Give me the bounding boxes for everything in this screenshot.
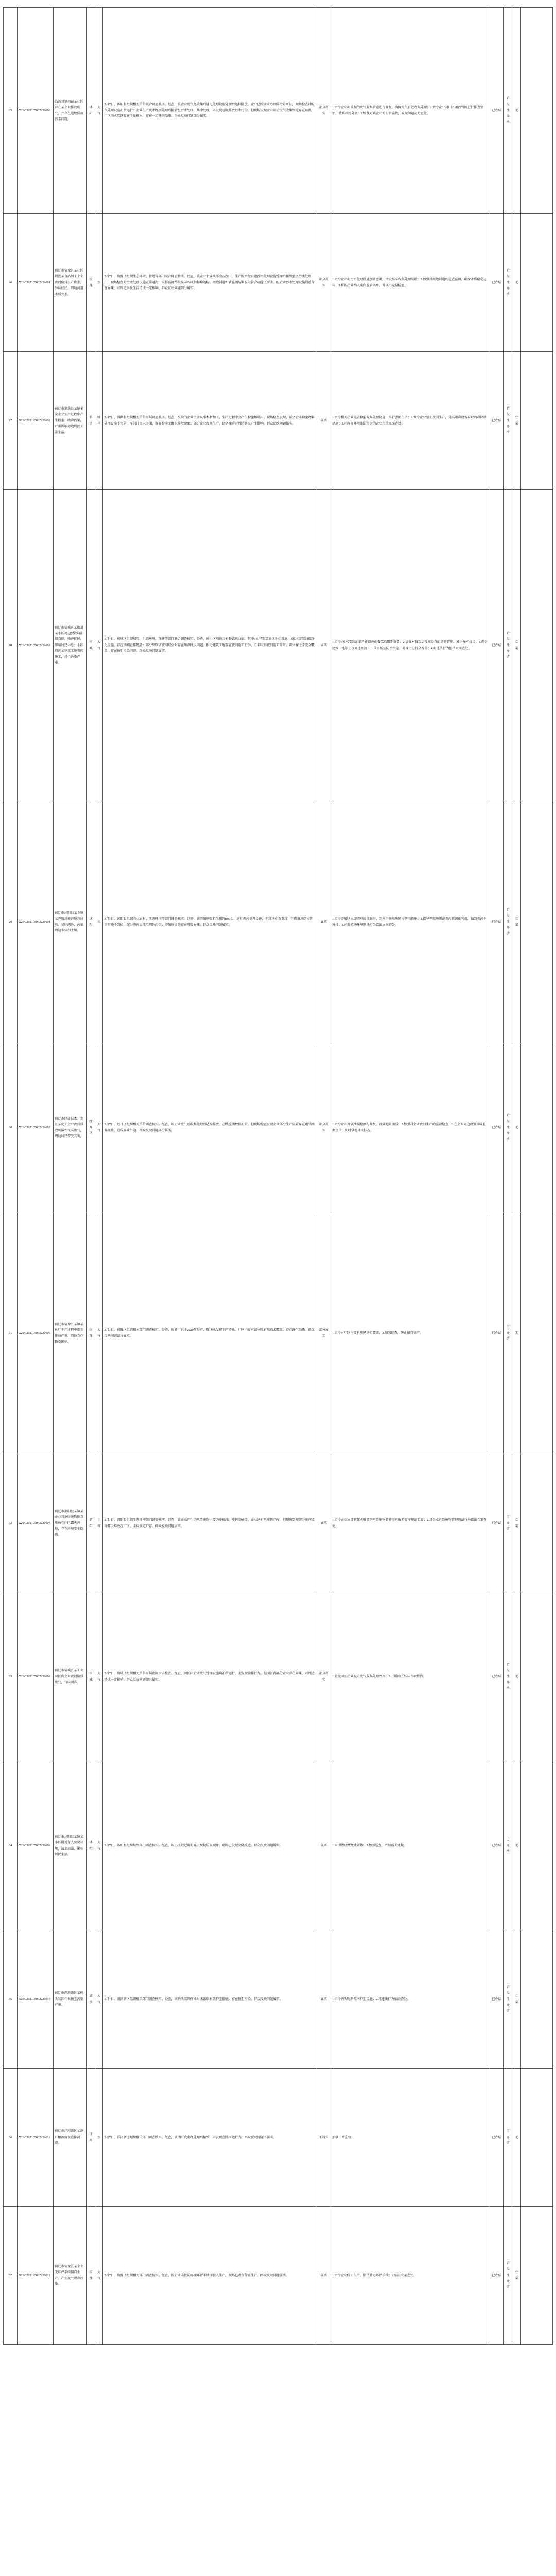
- row-verdict: 部分属实: [317, 214, 331, 352]
- table-row: [4, 8, 553, 214]
- row-index: 36: [4, 2069, 18, 2207]
- row-accountability: 无: [512, 1212, 521, 1454]
- row-progress: 已办结: [490, 1454, 503, 1592]
- table-row: [4, 1592, 553, 1761]
- row-code: X2SC202105062220007: [18, 1454, 54, 1592]
- row-issue: 沿泗州镇南部某社区存在某企业排放废气，并存在违规排放污水问题。: [54, 8, 87, 214]
- row-result: 5月7日，经开区组织相关单位调查核实。经查，该企业废气经收集处理后达标排放，在线监测数据正常。但现场检查发现企业部分生产装置存在跑冒滴漏现象，造成异味外逸。群众反映问题部分属实。: [103, 1043, 317, 1212]
- row-progress: 已办结: [490, 1212, 503, 1454]
- row-note: [521, 352, 553, 490]
- row-verdict: 属实: [317, 490, 331, 801]
- row-status: 已办结: [503, 1212, 512, 1454]
- row-issue: 宿迁市泗阳县某镇某企业将危险废物随意堆放在厂区露天场地，存在环境安全隐患。: [54, 1454, 87, 1592]
- row-index: 32: [4, 1454, 18, 1592]
- row-accountability: 无: [512, 1043, 521, 1212]
- row-measures: 1.责令企业立即将露天堆放的危险废物转移至危废暂存库规范贮存；2.对企业危险废物管理违法行为依法立案查处。: [331, 1454, 490, 1592]
- table-row: [4, 2069, 553, 2207]
- row-area: 沭阳: [87, 8, 95, 214]
- table-row: [4, 214, 553, 352]
- row-accountability: 无: [512, 8, 521, 214]
- row-note: [521, 1592, 553, 1761]
- row-result: 5月7日，宿豫区组织相关部门调查核实。经查，该企业未依法办理环评手续即投入生产，现场已责令停止生产。群众反映问题属实。: [103, 2207, 317, 2345]
- row-note: [521, 1454, 553, 1592]
- row-result: 5月7日，湖滨新区组织相关部门调查核实。经查，该码头装卸作业时未采取有效抑尘措施，存在扬尘污染。群众反映问题属实。: [103, 1930, 317, 2069]
- row-result: 5月7日，泗洪县组织相关单位开展调查核实。经查，反映的企业主要从事木材加工，生产过程中会产生粉尘和噪声。现场检查发现，部分企业粉尘收集处理设施不完善，车间门窗未关闭，存在粉尘无组织排放现象；部分企业夜间生产，设备噪声对周边居民产生影响。群众反映问题属实。: [103, 352, 317, 490]
- row-code: X2SC202105062220004: [18, 801, 54, 1043]
- row-index: 26: [4, 214, 18, 352]
- row-verdict: 属实: [317, 2207, 331, 2345]
- row-status: 阶段性办结: [503, 1592, 512, 1761]
- row-type: 大气: [95, 490, 103, 801]
- row-issue: 宿迁市湖滨新区某码头装卸作业扬尘污染严重。: [54, 1930, 87, 2069]
- row-type: 噪声: [95, 352, 103, 490]
- row-index: 33: [4, 1592, 18, 1761]
- row-area: 泗洪: [87, 352, 95, 490]
- row-verdict: 属实: [317, 352, 331, 490]
- row-accountability: 无: [512, 1592, 521, 1761]
- row-measures: 加强日常监管。: [331, 2069, 490, 2207]
- row-code: X2SC202105062220006: [18, 1212, 54, 1454]
- row-index: 28: [4, 490, 18, 801]
- row-progress: 已办结: [490, 214, 503, 352]
- row-status: 阶段性办结: [503, 490, 512, 801]
- row-result: 5月7日，洋河新区组织相关部门调查核实。经查，该酒厂废水经处理后接管，未发现直排河道行为。群众反映问题不属实。: [103, 2069, 317, 2207]
- row-code: X2SC202105062220010: [18, 1930, 54, 2069]
- row-code: X2SC202105062220011: [18, 2069, 54, 2207]
- row-index: 29: [4, 801, 18, 1043]
- row-area: 经开区: [87, 1043, 95, 1212]
- row-progress: 已办结: [490, 2207, 503, 2345]
- row-code: X2SC202105062220000: [18, 8, 54, 214]
- row-note: [521, 801, 553, 1043]
- row-index: 25: [4, 8, 18, 214]
- row-type: 大气: [95, 1043, 103, 1212]
- row-status: 已办结: [503, 2069, 512, 2207]
- row-type: 大气: [95, 1761, 103, 1930]
- row-index: 35: [4, 1930, 18, 2069]
- row-measures: 1.责令企业对破损的废气收集管道进行修复，确保废气有效收集处理；2.责令企业对厂区雨污管网进行排查整治，做到雨污分流；3.加强对该企业的日常监管，发现问题及时查处。: [331, 8, 490, 214]
- table-row: [4, 1043, 553, 1212]
- row-type: 大气: [95, 1592, 103, 1761]
- table-row: [4, 801, 553, 1043]
- row-result: 5月7日，宿豫区组织相关部门调查核实。经查，该砖厂已于2020年停产，现场未发现生产迹象，厂区内存有部分原料堆放未覆盖，存在扬尘隐患。群众反映问题部分属实。: [103, 1212, 317, 1454]
- table-row: [4, 2207, 553, 2345]
- row-issue: 宿迁市宿城区某工业园区内企业夜间偷排废气，气味刺鼻。: [54, 1592, 87, 1761]
- row-type: 大气: [95, 1212, 103, 1454]
- row-progress: 已办结: [490, 1592, 503, 1761]
- row-accountability: 立案: [512, 2207, 521, 2345]
- row-code: X2SC202105062220009: [18, 1761, 54, 1930]
- row-verdict: 部分属实: [317, 1592, 331, 1761]
- row-type: 水: [95, 2069, 103, 2207]
- row-progress: 已办结: [490, 352, 503, 490]
- row-status: 阶段性办结: [503, 2207, 512, 2345]
- row-measures: 1.责令相关企业完善粉尘收集处理设施，实行密闭生产；2.责令企业禁止夜间生产，对高噪声设备采取隔声降噪措施；3.对存在环境违法行为的企业依法立案查处。: [331, 352, 490, 490]
- row-result: 5月7日，泗阳县组织生态环境部门调查核实。经查，该企业产生的危险废物主要为废机油、废包装桶等，企业建有危废暂存库，但现场发现部分废包装桶露天堆放在厂区，未按规定贮存。群众反映问题属实。: [103, 1454, 317, 1592]
- row-status: 阶段性办结: [503, 1043, 512, 1212]
- row-accountability: 立案: [512, 352, 521, 490]
- row-progress: 已办结: [490, 2069, 503, 2207]
- row-status: 阶段性办结: [503, 214, 512, 352]
- row-progress: 已办结: [490, 8, 503, 214]
- row-status: 阶段性办结: [503, 8, 512, 214]
- row-area: 宿豫: [87, 214, 95, 352]
- table-body: [4, 8, 553, 2345]
- row-note: [521, 1930, 553, 2069]
- row-area: 沭阳: [87, 1761, 95, 1930]
- row-accountability: 立案: [512, 1454, 521, 1592]
- row-measures: 1.责令企业对污水处理设施加盖密闭，增设异味收集处理装置；2.加强对周边河道的巡查监测，确保水质稳定达标；3.将该企业纳入重点监管名单，开展不定期检查。: [331, 214, 490, 352]
- row-progress: 已办结: [490, 801, 503, 1043]
- row-area: 宿城: [87, 490, 95, 801]
- row-code: X2SC202105062220002: [18, 352, 54, 490]
- row-verdict: 属实: [317, 1930, 331, 2069]
- table-row: [4, 352, 553, 490]
- row-result: 5月7日，沭阳县组织农业农村、生态环境等部门调查核实。经查，该养殖场存栏生猪约800头，建有粪污处理设施，但现场检查发现，干粪堆场防渗防雨措施不到位，部分粪污溢流至周边沟渠；养殖场周边存在明显异味。群众反映问题属实。: [103, 801, 317, 1043]
- complaint-table: [3, 7, 553, 2345]
- row-verdict: 部分属实: [317, 1043, 331, 1212]
- row-issue: 宿迁市宿豫区某社区附近某食品加工企业夜间偷排生产废水，异味扰民，周边河道水质变差。: [54, 214, 87, 352]
- row-code: X2SC202105062220003: [18, 490, 54, 801]
- row-issue: 宿迁市宿城区某街道某小区周边餐饮店油烟直排，噪声扰民，影响居民休息；小区附近某建筑工地夜间施工，扬尘污染严重。: [54, 490, 87, 801]
- row-verdict: 不属实: [317, 2069, 331, 2207]
- row-type: 大气: [95, 8, 103, 214]
- row-index: 37: [4, 2207, 18, 2345]
- table-row: [4, 1761, 553, 1930]
- row-issue: 宿迁市宿豫区某镇某砖厂生产过程中烟尘排放严重，周边农作物受影响。: [54, 1212, 87, 1454]
- row-result: 5月7日，宿城区组织相关单位开展夜间突击检查。经查，园区内企业废气处理设施均正常运行，未发现偷排行为。但园区内部分企业存在异味，对周边造成一定影响。群众反映问题部分属实。: [103, 1592, 317, 1761]
- row-measures: 1.责令企业停止生产，依法补办环评手续；2.依法立案查处。: [331, 2207, 490, 2345]
- row-verdict: 属实: [317, 1454, 331, 1592]
- row-measures: 1.立即清理焚烧残留物；2.加强巡查，严禁露天焚烧。: [331, 1761, 490, 1930]
- row-area: 沭阳: [87, 801, 95, 1043]
- row-area: 泗阳: [87, 1454, 95, 1592]
- row-area: 宿豫: [87, 1212, 95, 1454]
- row-type: 大气: [95, 1930, 103, 2069]
- row-progress: 已办结: [490, 1043, 503, 1212]
- row-measures: 1.督促园区企业提升废气收集处理效率；2.开展园区异味专项整治。: [331, 1592, 490, 1761]
- row-accountability: 无: [512, 214, 521, 352]
- row-note: [521, 2069, 553, 2207]
- row-verdict: 部分属实: [317, 1212, 331, 1454]
- row-accountability: 立案: [512, 801, 521, 1043]
- table-row: [4, 1212, 553, 1454]
- row-progress: 已办结: [490, 1761, 503, 1930]
- row-verdict: 部分属实: [317, 8, 331, 214]
- row-code: X2SC202105062220012: [18, 2207, 54, 2345]
- row-status: 已办结: [503, 1454, 512, 1592]
- row-area: 宿豫: [87, 2207, 95, 2345]
- row-code: X2SC202105062220008: [18, 1592, 54, 1761]
- row-index: 27: [4, 352, 18, 490]
- row-note: [521, 1761, 553, 1930]
- row-progress: 已办结: [490, 1930, 503, 2069]
- row-result: 5月7日，宿豫区组织生态环境、住建等部门联合调查核实。经查，该企业主要从事食品加工，生产废水经自建污水处理设施处理后接管至区污水处理厂，现场检查时污水处理设施正常运行，采样监测结果显示各项指标均达标。周边河道水质监测结果显示符合功能区要求。但企业污水处理设施附近存在异味，对周边居民生活造成一定影响。群众反映问题部分属实。: [103, 214, 317, 352]
- row-note: [521, 2207, 553, 2345]
- row-type: 土壤: [95, 1454, 103, 1592]
- table-row: [4, 490, 553, 801]
- table-row: [4, 1454, 553, 1592]
- row-area: 宿城: [87, 1592, 95, 1761]
- row-progress: 已办结: [490, 490, 503, 801]
- row-type: 水: [95, 801, 103, 1043]
- row-index: 30: [4, 1043, 18, 1212]
- row-status: 阶段性办结: [503, 352, 512, 490]
- row-index: 31: [4, 1212, 18, 1454]
- row-note: [521, 490, 553, 801]
- row-result: 5月7日，宿城区组织城管、生态环境、住建等部门联合调查核实。经查，该小区周边共有餐饮店12家，其中9家已安装油烟净化设施，3家未安装油烟净化设施，存在油烟直排现象；部分餐饮店夜间经营时存在噪声扰民问题。附近建筑工地存在夜间施工行为，且未取得夜间施工许可，部分裸土未完全覆盖，存在扬尘污染问题。群众反映问题属实。: [103, 490, 317, 801]
- row-verdict: 属实: [317, 801, 331, 1043]
- row-result: 5月7日，沭阳县组织相关单位联合调查核实。经查，该企业废气经收集后通过处理设施处理后达标排放，企业已按要求办理排污许可证，现场检查时废气处理设施正常运行；企业生产废水经预处理后接管至污水处理厂集中处理，未发现违规排放污水行为。但现场发现企业部分废气收集管道存在破损，厂区雨水管网存在少量积水，存在一定环境隐患。群众反映问题部分属实。: [103, 8, 317, 214]
- row-measures: 1.责令对厂区内原料堆场进行覆盖；2.加强巡查，防止擅自复产。: [331, 1212, 490, 1454]
- row-type: 水: [95, 214, 103, 352]
- row-note: [521, 1043, 553, 1212]
- row-result: 5月7日，沭阳县组织城管部门调查核实。经查，该小区附近确有露天焚烧垃圾现象，现场已发现焚烧痕迹。群众反映问题属实。: [103, 1761, 317, 1930]
- row-measures: 1.责令码头配备喷淋抑尘设施；2.对违法行为依法查处。: [331, 1930, 490, 2069]
- row-status: 阶段性办结: [503, 1930, 512, 2069]
- row-index: 34: [4, 1761, 18, 1930]
- row-type: 大气: [95, 2207, 103, 2345]
- row-area: 湖滨: [87, 1930, 95, 2069]
- row-issue: 宿迁市宿豫区某企业无环评手续擅自生产，产生废气噪声污染。: [54, 2207, 87, 2345]
- row-accountability: 无: [512, 2069, 521, 2207]
- row-code: X2SC202105062220005: [18, 1043, 54, 1212]
- row-issue: 宿迁市经济技术开发区某化工企业夜间排放刺激性气味废气，周边居民深受其害。: [54, 1043, 87, 1212]
- row-measures: 1.责令企业开展泄漏检测与修复，消除跑冒滴漏；2.加强对企业夜间生产的监督检查；3.在企业周边设置异味监测点位，及时掌握环境状况。: [331, 1043, 490, 1212]
- row-code: X2SC202105062220001: [18, 214, 54, 352]
- row-measures: 1.责令3家未安装油烟净化设施的餐饮店限期安装；2.加强对餐饮店夜间经营的巡查管理，减少噪声扰民；3.责令建筑工地停止夜间违规施工，落实扬尘防治措施，对裸土进行全覆盖；4.对违法行为依法立案查处。: [331, 490, 490, 801]
- row-area: 洋河: [87, 2069, 95, 2207]
- row-verdict: 属实: [317, 1761, 331, 1930]
- row-status: 阶段性办结: [503, 801, 512, 1043]
- row-status: 已办结: [503, 1761, 512, 1930]
- row-note: [521, 1212, 553, 1454]
- row-accountability: 立案: [512, 490, 521, 801]
- row-note: [521, 214, 553, 352]
- row-issue: 宿迁市沭阳县某镇某小区附近有人焚烧垃圾，浓烟滚滚，影响居民生活。: [54, 1761, 87, 1930]
- row-accountability: 立案: [512, 1930, 521, 2069]
- row-issue: 宿迁市泗洪县某镇多家企业生产过程中产生粉尘、噪声污染，严重影响周边居民正常生活。: [54, 352, 87, 490]
- table-row: [4, 1930, 553, 2069]
- row-measures: 1.责令养殖场立即清理溢流粪污，完善干粪堆场防渗防雨措施；2.指导养殖场规范粪污资源化利用，做到粪污不外排；3.对养殖场环境违法行为依法立案查处。: [331, 801, 490, 1043]
- row-accountability: 无: [512, 1761, 521, 1930]
- row-note: [521, 8, 553, 214]
- row-issue: 宿迁市洋河新区某酒厂酿酒废水直排河道。: [54, 2069, 87, 2207]
- row-issue: 宿迁市沭阳县某乡镇某养殖场粪污随意排放，臭味刺鼻，污染周边水体和土壤。: [54, 801, 87, 1043]
